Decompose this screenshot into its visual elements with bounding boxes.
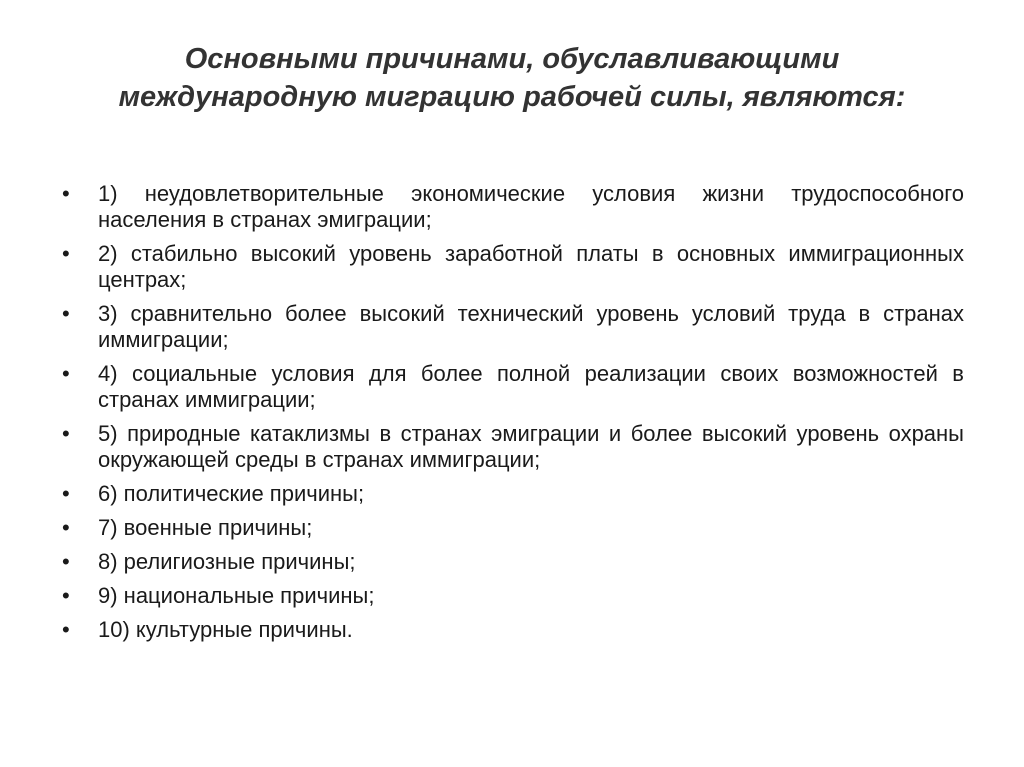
list-item: [62, 301, 964, 353]
title-line-2: международную миграцию рабочей силы, являются:: [118, 81, 906, 113]
bullet-icon: •: [62, 181, 70, 206]
list-item-text: 7) военные причины;: [98, 515, 313, 540]
bullet-icon: •: [62, 361, 70, 386]
list-item: [62, 361, 964, 413]
list-item: [62, 241, 964, 293]
list-item: [62, 583, 964, 609]
bullet-icon: •: [62, 241, 70, 266]
list-item: [62, 421, 964, 473]
list-item-text: 1) неудовлетворительные экономические условия жизни трудоспособного населения в странах эмиграции;: [98, 181, 964, 232]
title-line-1: Основными причинами, обуславливающими: [184, 43, 840, 75]
list-item-text: 2) стабильно высокий уровень заработной платы в основных иммиграционных центрах;: [98, 241, 964, 292]
list-item-text: 10) культурные причины.: [98, 617, 353, 642]
bullet-icon: •: [62, 515, 70, 540]
list-item: [62, 549, 964, 575]
list-item-text: 9) национальные причины;: [98, 583, 375, 608]
bullet-icon: •: [62, 549, 70, 574]
bullet-icon: •: [62, 301, 70, 326]
list-item: [62, 181, 964, 233]
list-item-text: 5) природные катаклизмы в странах эмиграции и более высокий уровень охраны окружающей среды в странах иммиграции;: [98, 421, 964, 472]
list-item-text: 8) религиозные причины;: [98, 549, 356, 574]
list-item-text: 6) политические причины;: [98, 481, 365, 506]
list-item: [62, 617, 964, 643]
bullet-icon: •: [62, 617, 70, 642]
page-title: [60, 40, 964, 116]
bullet-icon: •: [62, 583, 70, 608]
bullet-icon: •: [62, 481, 70, 506]
list-item: [62, 481, 964, 507]
list-item: [62, 515, 964, 541]
list-item-text: 3) сравнительно более высокий технический уровень условий труда в странах иммиграции;: [98, 301, 964, 352]
list-item-text: 4) социальные условия для более полной реализации своих возможностей в странах иммиграции;: [98, 361, 964, 412]
bullet-icon: •: [62, 421, 70, 446]
reasons-list: [62, 181, 964, 651]
